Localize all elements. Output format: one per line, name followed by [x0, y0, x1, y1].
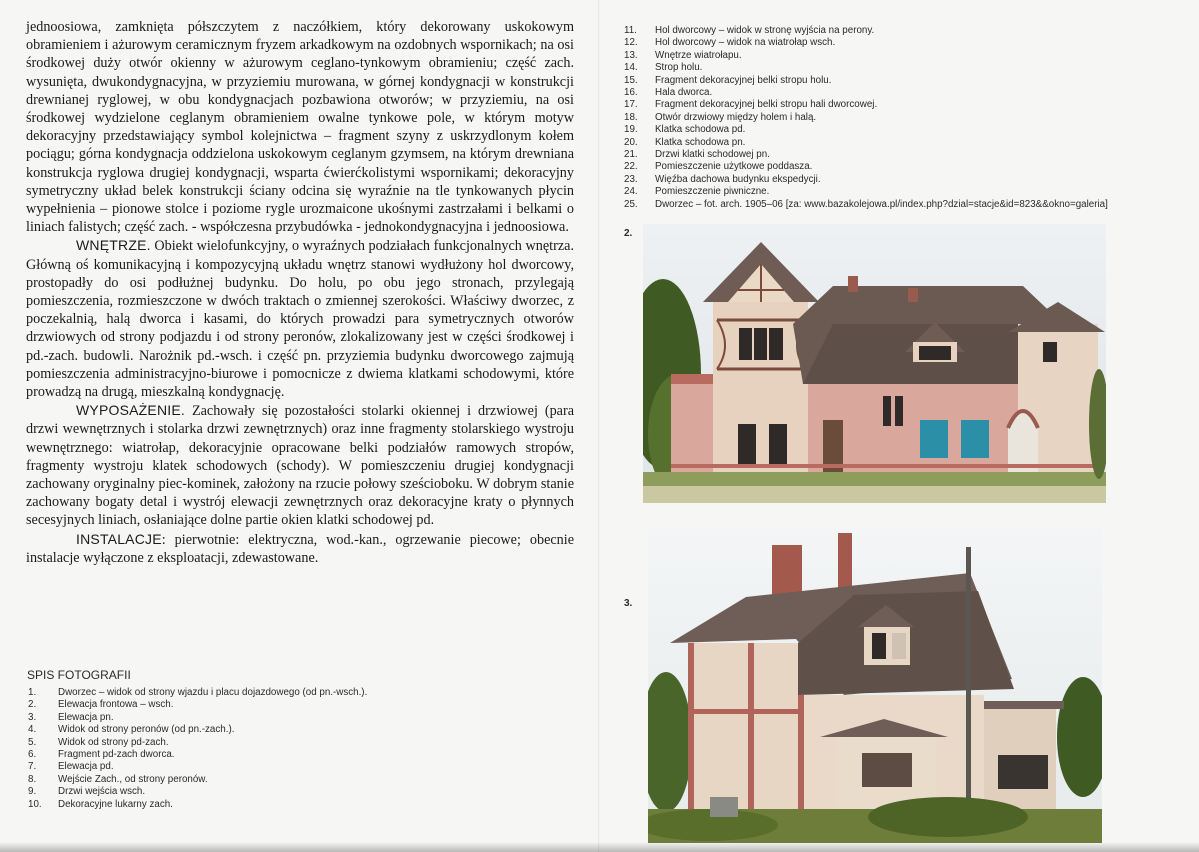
station-north-elevation-photo — [648, 527, 1102, 843]
list-item: 11. Hol dworcowy – widok w stronę wyjścia na perony. — [624, 25, 875, 36]
list-item: 2. Elewacja frontowa – wsch. — [28, 699, 174, 711]
list-item: 16. Hala dworca. — [624, 87, 713, 99]
list-item: 8. Wejście Zach., od strony peronów. — [28, 773, 208, 785]
list-item: 18. Otwór drzwiowy między holem i halą. — [624, 111, 817, 123]
list-item: 1. Dworzec – widok od strony wjazdu i placu dojazdowego (od pn.-wsch.). — [28, 687, 368, 698]
figure-3-label: 3. — [624, 598, 633, 609]
heading-wyposazenie: WYPOSAŻENIE. — [76, 402, 185, 419]
list-item: 13. Wnętrze wiatrołapu. — [624, 49, 742, 61]
list-item: 14. Strop holu. — [624, 62, 703, 74]
list-item: 5. Widok od strony pd-zach. — [28, 736, 169, 748]
heading-instalacje: INSTALACJE — [76, 530, 162, 547]
heading-wnetrze: WNĘTRZE. — [76, 237, 151, 254]
list-item: 3. Elewacja pn. — [28, 711, 114, 723]
list-item: 25. Dworzec – fot. arch. 1905–06 [za: www.bazakolejowa.pl/index.php?dzial=stacje&id=823&&okno=galeria] — [624, 198, 1108, 210]
list-item: 6. Fragment pd-zach dworca. — [28, 749, 175, 761]
text-instalacje: : pierwotnie: elektryczna, wod.-kan., ogrzewanie piecowe; obecnie instalacje wyłączone z eksploatacji, zdewastowane. — [26, 531, 574, 566]
body-text — [26, 18, 574, 567]
figure-2-label: 2. — [624, 228, 633, 239]
list-item: 17. Fragment dekoracyjnej belki stropu hali dworcowej. — [624, 99, 878, 111]
list-item: 15. Fragment dekoracyjnej belki stropu holu. — [624, 74, 832, 86]
paragraph-facade: jednoosiowa, zamknięta półszczytem z naczółkiem, który dekorowany uskokowym obramieniem i ażurowym ceramicznym fryzem arkadkowym na ozdobnych wspornikach; na osi środkowej duży otwór okienny w ażurowym ceglano-tynkowym obramieniu; część zach. wysunięta, dwukondygnacyjna, w przyziemiu murowana, w górnej kondygnacji w konstrukcji drewnianej ryglowej, w obu kondygnacjach pozbawiona otworów; w przyziemiu, na osi środkowej wydzielone ceglanym obramieniem owalne tynkowe pole, w którym motyw dekoracyjny przedstawiający symbol kolejnictwa – fragment szyny z uskrzydlonym kołem pociągu; górna kondygnacja oddzielona uskokowym ceglanym gzymsem, na którym drewniana konstrukcja ryglowa drugiej kondygnacji, wsparta ćwierćkolistymi wspornikami; dekoracyjny symetryczny układ belek konstrukcji ściany odcina się wyraźnie na tle tynkowanych płycin wypełnienia – pionowe stolce i poziome rygle urozmaicone ukośnymi zastrzałami i belkami o liniach falistych; część zach. - współczesna przybudówka - jednokondygnacyjna i jednoosiowa. — [26, 19, 574, 236]
photo-list-right — [624, 25, 1108, 211]
page-bottom-shadow — [0, 842, 1199, 852]
station-front-photo — [643, 224, 1106, 503]
list-item: 22. Pomieszczenie użytkowe poddasza. — [624, 161, 813, 173]
list-item: 23. Więźba dachowa budynku ekspedycji. — [624, 173, 821, 185]
list-item: 19. Klatka schodowa pd. — [624, 124, 746, 136]
list-item: 7. Elewacja pd. — [28, 761, 114, 773]
paragraph-wyposazenie — [26, 401, 574, 529]
list-item: 4. Widok od strony peronów (od pn.-zach.). — [28, 724, 235, 736]
list-item: 12. Hol dworcowy – widok na wiatrołap wsch. — [624, 37, 836, 49]
paragraph-wnetrze — [26, 236, 574, 401]
list-item: 21. Drzwi klatki schodowej pn. — [624, 149, 770, 161]
paragraph-instalacje — [26, 530, 574, 567]
list-item: 20. Klatka schodowa pn. — [624, 136, 746, 148]
text-wyposazenie: Zachowały się pozostałości stolarki okiennej i drzwiowej (para drzwi wewnętrznych i stolarka drzwi zewnętrznych) oraz inne fragmenty stolarskiego wystroju wewnętrznego: wiatrołap, dekoracyjnie opracowane belki podziałów ramowych stropów, fragmenty wystroju klatek schodowych (schody). W pomieszczeniu drugiej kondygnacji zachowany oryginalny piec-kominek, założony na rzucie połowy sześcioboku. W dobrym stanie zachowany bogaty detal i wystrój elewacji zewnętrznych oraz dekoracyjne kraty o płynnych secesyjnych liniach, osłaniające dolne partie okien klatki schodowej pd. — [26, 403, 574, 529]
page-fold — [598, 0, 600, 852]
photo-list-title: SPIS FOTOGRAFII — [27, 668, 131, 682]
list-item: 9. Drzwi wejścia wsch. — [28, 786, 146, 798]
text-wnetrze: Obiekt wielofunkcyjny, o wyraźnych podziałach funkcjonalnych wnętrza. Główną oś komunikacyjną i kompozycyjną układu wnętrz stanowi wydłużony hol dworcowy, prostopadły do osi podłużnej budynku. Do holu, po obu jego stronach, przylegają pomieszczenia, rozmieszczone w dwóch traktach o zmiennej szerokości. Właściwy dworzec, z poczekalnią, halą dworca i kasami, do których prowadzi para symetrycznych otworów drzwiowych od strony podjazdu i od strony peronów, zlokalizowany jest w części środkowej i pd.-zach. budowli. Narożnik pd.-wsch. i część pn. przyziemia budynku dworcowego zajmują pomieszczenia administracyjno-biurowe i pomocnicze z dwiema klatkami schodowymi, które prowadzą na drugą, mieszkalną kondygnację. — [26, 238, 574, 401]
list-item: 10. Dekoracyjne lukarny zach. — [28, 798, 173, 810]
list-item: 24. Pomieszczenie piwniczne. — [624, 186, 770, 198]
photo-list-left — [28, 687, 367, 811]
